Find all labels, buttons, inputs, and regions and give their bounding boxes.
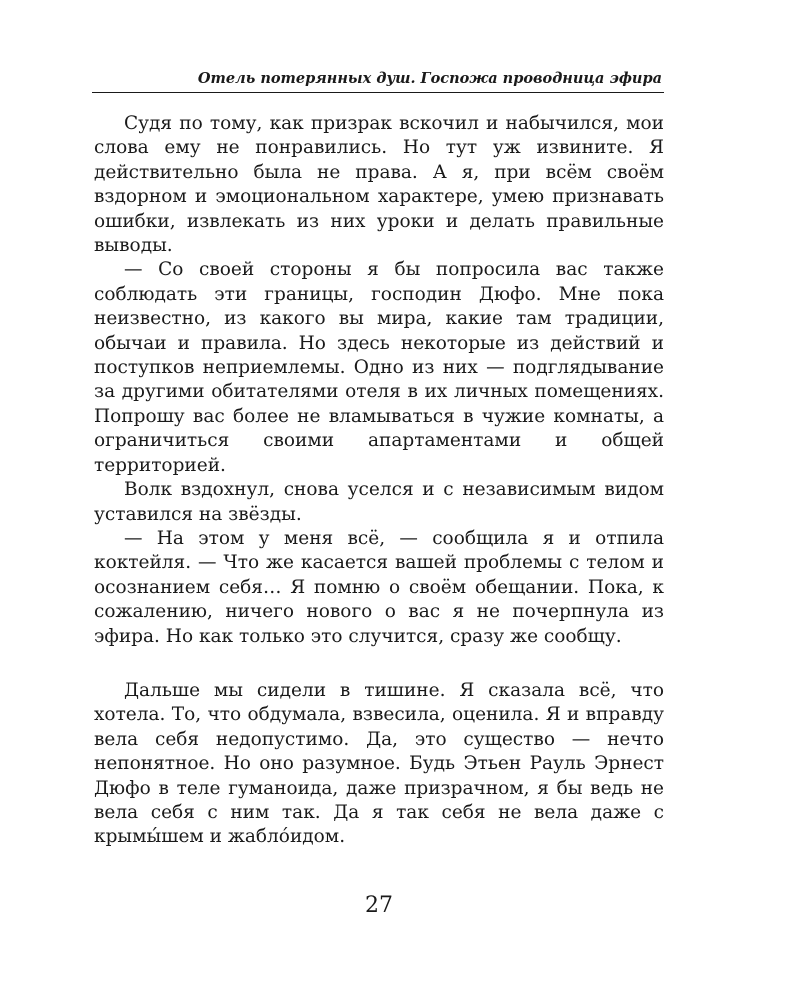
- paragraph-4: — На этом у меня всё, — сообщила я и отпила коктейля. — Что же касается вашей проблемы с телом и осознанием себя… Я помню о своём обещании. Пока, к сожалению, ничего нового о вас я не почерпнула из эфира. Но как только это случится, сразу же сообщу.: [94, 527, 664, 647]
- running-head-title: Отель потерянных душ. Госпожа проводница эфира: [197, 70, 662, 87]
- body-text: [94, 112, 664, 850]
- page-number: 27: [365, 893, 393, 918]
- section-break: [94, 649, 664, 679]
- paragraph-2: — Со своей стороны я бы попросила вас также соблюдать эти границы, господин Дюфо. Мне пока неизвестно, из какого вы мира, какие там традиции, обычаи и правила. Но здесь некоторые из действий и поступков неприемлемы. Одно из них — подглядывание за другими обитателями отеля в их личных помещениях. Попрошу вас более не вламываться в чужие комнаты, а ограничиться своими апартаментами и общей территорией.: [94, 259, 664, 476]
- running-head: [92, 68, 664, 93]
- paragraph-1: Судя по тому, как призрак вскочил и набычился, мои слова ему не понравились. Но тут уж извините. Я действительно была не права. А я, при всём своём вздорном и эмоциональном характере, умею признавать ошибки, извлекать из них уроки и делать правильные выводы.: [94, 113, 664, 257]
- paragraph-5: Дальше мы сидели в тишине. Я сказала всё, что хотела. То, что обдумала, взвесила, оценила. Я и вправду вела себя недопустимо. Да, это существо — нечто непонятное. Но оно разумное. Будь Этьен Рауль Эрнест Дюфо в теле гуманоида, даже призрачном, я бы ведь не вела себя с ним так. Да я так себя не вела даже с крымы́шем и жабло́идом.: [94, 679, 664, 848]
- paragraph-3: Волк вздохнул, снова уселся и с независимым видом уставился на звёзды.: [94, 479, 664, 525]
